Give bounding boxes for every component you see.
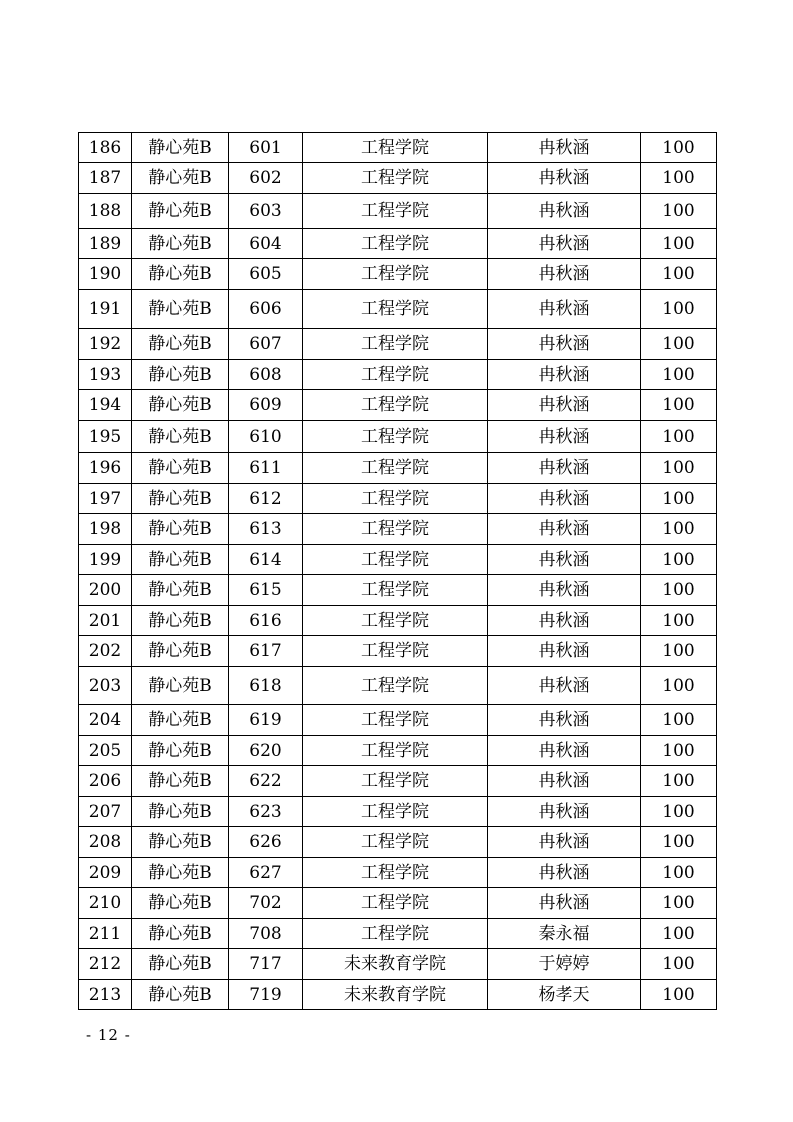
table-row bbox=[79, 290, 717, 329]
inspector-name-cell: 冉秋涵 bbox=[488, 827, 641, 858]
college-cell: 工程学院 bbox=[303, 453, 488, 484]
score-cell: 100 bbox=[641, 163, 717, 194]
score-cell: 100 bbox=[641, 329, 717, 360]
room-number-cell: 627 bbox=[229, 858, 303, 888]
building-cell: 静心苑B bbox=[132, 290, 229, 329]
building-cell: 静心苑B bbox=[132, 797, 229, 827]
row-number-cell: 199 bbox=[79, 545, 132, 575]
college-cell: 工程学院 bbox=[303, 705, 488, 736]
row-number-cell: 186 bbox=[79, 133, 132, 163]
building-cell: 静心苑B bbox=[132, 360, 229, 390]
room-number-cell: 608 bbox=[229, 360, 303, 390]
college-cell: 工程学院 bbox=[303, 163, 488, 194]
college-cell: 工程学院 bbox=[303, 636, 488, 667]
inspector-name-cell: 冉秋涵 bbox=[488, 484, 641, 514]
building-cell: 静心苑B bbox=[132, 329, 229, 360]
room-score-table bbox=[78, 132, 717, 1010]
inspector-name-cell: 秦永福 bbox=[488, 919, 641, 949]
row-number-cell: 204 bbox=[79, 705, 132, 736]
table-body bbox=[79, 133, 717, 1010]
inspector-name-cell: 冉秋涵 bbox=[488, 545, 641, 575]
table-row bbox=[79, 484, 717, 514]
building-cell: 静心苑B bbox=[132, 705, 229, 736]
row-number-cell: 190 bbox=[79, 259, 132, 290]
building-cell: 静心苑B bbox=[132, 980, 229, 1010]
room-number-cell: 604 bbox=[229, 229, 303, 259]
score-cell: 100 bbox=[641, 949, 717, 980]
inspector-name-cell: 冉秋涵 bbox=[488, 133, 641, 163]
score-cell: 100 bbox=[641, 980, 717, 1010]
table-row bbox=[79, 163, 717, 194]
building-cell: 静心苑B bbox=[132, 606, 229, 636]
score-cell: 100 bbox=[641, 667, 717, 705]
room-number-cell: 612 bbox=[229, 484, 303, 514]
building-cell: 静心苑B bbox=[132, 163, 229, 194]
room-number-cell: 602 bbox=[229, 163, 303, 194]
row-number-cell: 202 bbox=[79, 636, 132, 667]
building-cell: 静心苑B bbox=[132, 766, 229, 797]
room-number-cell: 615 bbox=[229, 575, 303, 606]
row-number-cell: 191 bbox=[79, 290, 132, 329]
college-cell: 工程学院 bbox=[303, 919, 488, 949]
row-number-cell: 210 bbox=[79, 888, 132, 919]
score-cell: 100 bbox=[641, 194, 717, 229]
building-cell: 静心苑B bbox=[132, 949, 229, 980]
inspector-name-cell: 冉秋涵 bbox=[488, 329, 641, 360]
room-number-cell: 605 bbox=[229, 259, 303, 290]
room-number-cell: 610 bbox=[229, 421, 303, 453]
college-cell: 工程学院 bbox=[303, 888, 488, 919]
room-number-cell: 622 bbox=[229, 766, 303, 797]
room-number-cell: 719 bbox=[229, 980, 303, 1010]
college-cell: 工程学院 bbox=[303, 575, 488, 606]
table-row bbox=[79, 259, 717, 290]
building-cell: 静心苑B bbox=[132, 888, 229, 919]
row-number-cell: 193 bbox=[79, 360, 132, 390]
inspector-name-cell: 冉秋涵 bbox=[488, 636, 641, 667]
table-row bbox=[79, 980, 717, 1010]
college-cell: 工程学院 bbox=[303, 329, 488, 360]
inspector-name-cell: 冉秋涵 bbox=[488, 194, 641, 229]
table-row bbox=[79, 606, 717, 636]
row-number-cell: 198 bbox=[79, 514, 132, 545]
score-cell: 100 bbox=[641, 390, 717, 421]
inspector-name-cell: 冉秋涵 bbox=[488, 736, 641, 766]
table-row bbox=[79, 575, 717, 606]
row-number-cell: 209 bbox=[79, 858, 132, 888]
table-row bbox=[79, 360, 717, 390]
inspector-name-cell: 冉秋涵 bbox=[488, 514, 641, 545]
row-number-cell: 203 bbox=[79, 667, 132, 705]
row-number-cell: 212 bbox=[79, 949, 132, 980]
table-row bbox=[79, 194, 717, 229]
room-number-cell: 616 bbox=[229, 606, 303, 636]
table-row bbox=[79, 949, 717, 980]
inspector-name-cell: 于婷婷 bbox=[488, 949, 641, 980]
inspector-name-cell: 冉秋涵 bbox=[488, 229, 641, 259]
score-cell: 100 bbox=[641, 827, 717, 858]
room-number-cell: 717 bbox=[229, 949, 303, 980]
table-row bbox=[79, 667, 717, 705]
inspector-name-cell: 杨孝天 bbox=[488, 980, 641, 1010]
score-cell: 100 bbox=[641, 133, 717, 163]
score-cell: 100 bbox=[641, 290, 717, 329]
inspector-name-cell: 冉秋涵 bbox=[488, 766, 641, 797]
inspector-name-cell: 冉秋涵 bbox=[488, 858, 641, 888]
score-cell: 100 bbox=[641, 736, 717, 766]
table-row bbox=[79, 705, 717, 736]
table-row bbox=[79, 453, 717, 484]
room-number-cell: 702 bbox=[229, 888, 303, 919]
college-cell: 工程学院 bbox=[303, 421, 488, 453]
college-cell: 未来教育学院 bbox=[303, 980, 488, 1010]
room-number-cell: 618 bbox=[229, 667, 303, 705]
inspector-name-cell: 冉秋涵 bbox=[488, 259, 641, 290]
row-number-cell: 187 bbox=[79, 163, 132, 194]
building-cell: 静心苑B bbox=[132, 390, 229, 421]
table-row bbox=[79, 421, 717, 453]
row-number-cell: 195 bbox=[79, 421, 132, 453]
college-cell: 未来教育学院 bbox=[303, 949, 488, 980]
score-cell: 100 bbox=[641, 858, 717, 888]
building-cell: 静心苑B bbox=[132, 194, 229, 229]
college-cell: 工程学院 bbox=[303, 290, 488, 329]
row-number-cell: 194 bbox=[79, 390, 132, 421]
room-number-cell: 613 bbox=[229, 514, 303, 545]
table-row bbox=[79, 919, 717, 949]
table-row bbox=[79, 545, 717, 575]
room-number-cell: 626 bbox=[229, 827, 303, 858]
page-number: - 12 - bbox=[86, 1026, 131, 1044]
building-cell: 静心苑B bbox=[132, 259, 229, 290]
score-cell: 100 bbox=[641, 545, 717, 575]
building-cell: 静心苑B bbox=[132, 484, 229, 514]
row-number-cell: 197 bbox=[79, 484, 132, 514]
room-number-cell: 601 bbox=[229, 133, 303, 163]
building-cell: 静心苑B bbox=[132, 575, 229, 606]
college-cell: 工程学院 bbox=[303, 827, 488, 858]
row-number-cell: 192 bbox=[79, 329, 132, 360]
college-cell: 工程学院 bbox=[303, 545, 488, 575]
room-number-cell: 606 bbox=[229, 290, 303, 329]
college-cell: 工程学院 bbox=[303, 858, 488, 888]
score-cell: 100 bbox=[641, 606, 717, 636]
college-cell: 工程学院 bbox=[303, 797, 488, 827]
score-cell: 100 bbox=[641, 484, 717, 514]
college-cell: 工程学院 bbox=[303, 766, 488, 797]
table-row bbox=[79, 797, 717, 827]
score-cell: 100 bbox=[641, 453, 717, 484]
building-cell: 静心苑B bbox=[132, 421, 229, 453]
college-cell: 工程学院 bbox=[303, 514, 488, 545]
table-row bbox=[79, 390, 717, 421]
room-number-cell: 620 bbox=[229, 736, 303, 766]
college-cell: 工程学院 bbox=[303, 194, 488, 229]
room-number-cell: 607 bbox=[229, 329, 303, 360]
building-cell: 静心苑B bbox=[132, 919, 229, 949]
row-number-cell: 188 bbox=[79, 194, 132, 229]
table-row bbox=[79, 827, 717, 858]
row-number-cell: 201 bbox=[79, 606, 132, 636]
table-row bbox=[79, 858, 717, 888]
college-cell: 工程学院 bbox=[303, 229, 488, 259]
inspector-name-cell: 冉秋涵 bbox=[488, 797, 641, 827]
table-row bbox=[79, 329, 717, 360]
building-cell: 静心苑B bbox=[132, 545, 229, 575]
row-number-cell: 206 bbox=[79, 766, 132, 797]
table-row bbox=[79, 636, 717, 667]
inspector-name-cell: 冉秋涵 bbox=[488, 163, 641, 194]
building-cell: 静心苑B bbox=[132, 514, 229, 545]
score-cell: 100 bbox=[641, 888, 717, 919]
row-number-cell: 205 bbox=[79, 736, 132, 766]
inspector-name-cell: 冉秋涵 bbox=[488, 390, 641, 421]
table-row bbox=[79, 888, 717, 919]
inspector-name-cell: 冉秋涵 bbox=[488, 888, 641, 919]
score-cell: 100 bbox=[641, 229, 717, 259]
inspector-name-cell: 冉秋涵 bbox=[488, 705, 641, 736]
college-cell: 工程学院 bbox=[303, 390, 488, 421]
row-number-cell: 213 bbox=[79, 980, 132, 1010]
room-number-cell: 614 bbox=[229, 545, 303, 575]
college-cell: 工程学院 bbox=[303, 259, 488, 290]
score-cell: 100 bbox=[641, 919, 717, 949]
building-cell: 静心苑B bbox=[132, 827, 229, 858]
inspector-name-cell: 冉秋涵 bbox=[488, 290, 641, 329]
college-cell: 工程学院 bbox=[303, 360, 488, 390]
score-cell: 100 bbox=[641, 797, 717, 827]
room-number-cell: 708 bbox=[229, 919, 303, 949]
college-cell: 工程学院 bbox=[303, 484, 488, 514]
building-cell: 静心苑B bbox=[132, 133, 229, 163]
row-number-cell: 211 bbox=[79, 919, 132, 949]
college-cell: 工程学院 bbox=[303, 736, 488, 766]
inspector-name-cell: 冉秋涵 bbox=[488, 667, 641, 705]
inspector-name-cell: 冉秋涵 bbox=[488, 453, 641, 484]
inspector-name-cell: 冉秋涵 bbox=[488, 360, 641, 390]
college-cell: 工程学院 bbox=[303, 606, 488, 636]
room-number-cell: 619 bbox=[229, 705, 303, 736]
score-cell: 100 bbox=[641, 421, 717, 453]
score-cell: 100 bbox=[641, 575, 717, 606]
building-cell: 静心苑B bbox=[132, 453, 229, 484]
score-cell: 100 bbox=[641, 259, 717, 290]
inspector-name-cell: 冉秋涵 bbox=[488, 421, 641, 453]
score-cell: 100 bbox=[641, 636, 717, 667]
room-number-cell: 617 bbox=[229, 636, 303, 667]
row-number-cell: 208 bbox=[79, 827, 132, 858]
table-row bbox=[79, 133, 717, 163]
score-cell: 100 bbox=[641, 514, 717, 545]
table-row bbox=[79, 736, 717, 766]
college-cell: 工程学院 bbox=[303, 667, 488, 705]
row-number-cell: 189 bbox=[79, 229, 132, 259]
college-cell: 工程学院 bbox=[303, 133, 488, 163]
building-cell: 静心苑B bbox=[132, 858, 229, 888]
building-cell: 静心苑B bbox=[132, 736, 229, 766]
score-cell: 100 bbox=[641, 360, 717, 390]
row-number-cell: 207 bbox=[79, 797, 132, 827]
table-row bbox=[79, 229, 717, 259]
building-cell: 静心苑B bbox=[132, 229, 229, 259]
room-number-cell: 611 bbox=[229, 453, 303, 484]
score-cell: 100 bbox=[641, 705, 717, 736]
room-number-cell: 623 bbox=[229, 797, 303, 827]
inspector-name-cell: 冉秋涵 bbox=[488, 606, 641, 636]
room-number-cell: 609 bbox=[229, 390, 303, 421]
score-cell: 100 bbox=[641, 766, 717, 797]
table-row bbox=[79, 514, 717, 545]
inspector-name-cell: 冉秋涵 bbox=[488, 575, 641, 606]
row-number-cell: 196 bbox=[79, 453, 132, 484]
building-cell: 静心苑B bbox=[132, 667, 229, 705]
table-row bbox=[79, 766, 717, 797]
row-number-cell: 200 bbox=[79, 575, 132, 606]
building-cell: 静心苑B bbox=[132, 636, 229, 667]
room-number-cell: 603 bbox=[229, 194, 303, 229]
